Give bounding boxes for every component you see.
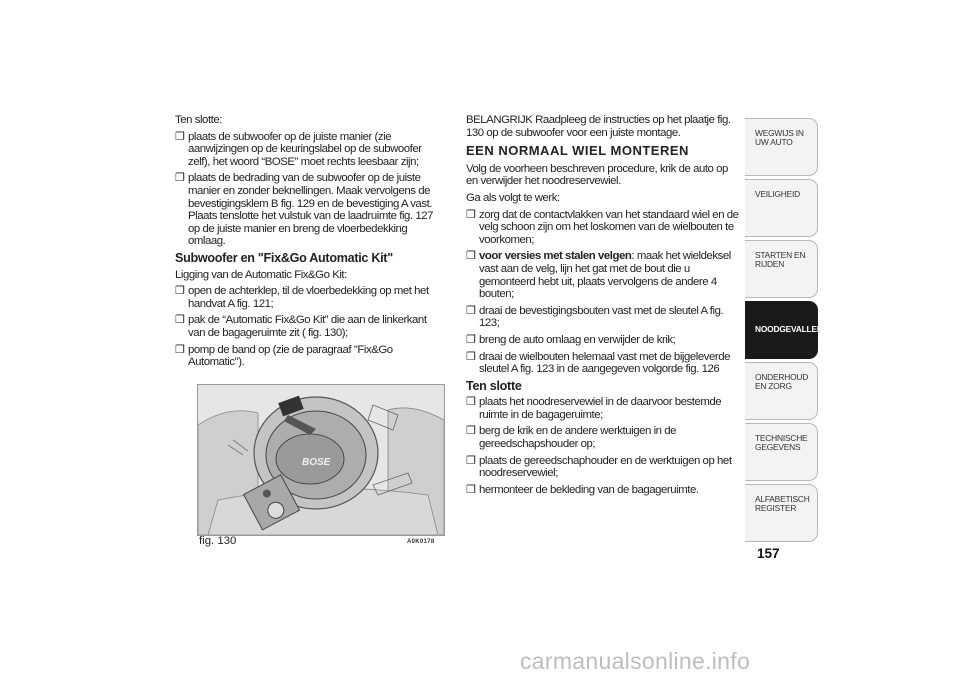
figure-caption: fig. 130 <box>199 535 237 547</box>
tab-technische-gegevens[interactable]: TECHNISCHE GEGEVENS <box>745 423 818 481</box>
checkbox-bullet-icon: ❐ <box>466 333 476 346</box>
checkbox-bullet-icon: ❐ <box>466 350 476 363</box>
figure-trunk-subwoofer <box>197 384 445 536</box>
list-item: ❐ zorg dat de contactvlakken van het standaard wiel en de velg schoon zijn om het loskomen van de wielbouten te voorkomen; <box>466 208 739 246</box>
tab-starten-en-rijden[interactable]: STARTEN EN RIJDEN <box>745 240 818 298</box>
list-item: ❐ plaats de bedrading van de subwoofer op de juiste manier en zonder beknellingen. Maak vervolgens de bevestigingsklem B fig. 129 en de bevestiging A vast. Plaats tenslotte het vulstuk van de laadruimte fig. 127 op de juiste manier en breng de vloerbedekking omlaag. <box>175 172 433 248</box>
left-column <box>175 114 443 373</box>
subheading: Subwoofer en "Fix&Go Automatic Kit" <box>175 250 393 265</box>
page-number: 157 <box>757 546 780 561</box>
list-item: ❐ berg de krik en de andere werktuigen in de gereedschapshouder op; <box>466 425 677 451</box>
chapter-sidebar <box>745 118 823 545</box>
tab-alfabetisch-register[interactable]: ALFABETISCH REGISTER <box>745 484 818 542</box>
list-item: ❐ breng de auto omlaag en verwijder de krik; <box>466 333 676 346</box>
list-item: ❐ plaats de gereedschaphouder en de werktuigen op het noodreservewiel; <box>466 454 732 480</box>
list-item: ❐ voor versies met stalen velgen: maak het wieldeksel vast aan de velg, lijn het gat met de bout die u gemonteerd hebt uit, plaats vervolgens de andere 4 bouten; <box>466 250 731 301</box>
checkbox-bullet-icon: ❐ <box>175 343 185 356</box>
list-item: ❐ plaats de subwoofer op de juiste manier (zie aanwijzingen op de keuringslabel op de subwoofer zelf), het woord “BOSE” moet rechts leesbaar zijn; <box>175 130 422 168</box>
section-heading: EEN NORMAAL WIEL MONTEREN <box>466 143 689 159</box>
location-text: Ligging van de Automatic Fix&Go Kit: <box>175 268 347 281</box>
list-item: ❐ hermonteer de bekleding van de bagageruimte. <box>466 483 699 496</box>
checkbox-bullet-icon: ❐ <box>466 425 476 438</box>
important-note: BELANGRIJK Raadpleeg de instructies op het plaatje fig. 130 op de subwoofer voor een juiste montage. <box>466 114 731 139</box>
trunk-illustration <box>198 385 444 535</box>
checkbox-bullet-icon: ❐ <box>466 396 476 409</box>
checkbox-bullet-icon: ❐ <box>466 208 476 221</box>
list-item: ❐ pak de “Automatic Fix&Go Kit” die aan de linkerkant van de bagageruimte zit ( fig. 130); <box>175 314 427 339</box>
bose-logo: BOSE <box>302 457 331 468</box>
checkbox-bullet-icon: ❐ <box>175 130 185 143</box>
bold-lead: voor versies met stalen velgen <box>479 250 632 263</box>
checkbox-bullet-icon: ❐ <box>466 483 476 496</box>
paragraph: Ga als volgt te werk: <box>466 191 560 204</box>
list-item: ❐ draai de bevestigingsbouten vast met de sleutel A fig. 123; <box>466 304 724 330</box>
checkbox-bullet-icon: ❐ <box>466 304 476 317</box>
checkbox-bullet-icon: ❐ <box>175 314 185 327</box>
intro-text: Ten slotte: <box>175 114 222 126</box>
checkbox-bullet-icon: ❐ <box>466 250 476 263</box>
checkbox-bullet-icon: ❐ <box>466 454 476 467</box>
list-item: ❐ plaats het noodreservewiel in de daarvoor bestemde ruimte in de bagageruimte; <box>466 396 722 421</box>
figure-code: A0K0178 <box>407 539 435 545</box>
list-item: ❐ draai de wielbouten helemaal vast met de bijgeleverde sleutel A fig. 123 in de aangegeven volgorde fig. 126 <box>466 350 730 376</box>
tab-onderhoud-en-zorg[interactable]: ONDERHOUD EN ZORG <box>745 362 818 420</box>
tab-wegwijs[interactable]: WEGWIJS IN UW AUTO <box>745 118 818 176</box>
list-item: ❐ pomp de band op (zie de paragraaf "Fix&Go Automatic"). <box>175 343 393 369</box>
subheading: Ten slotte <box>466 378 522 393</box>
right-column <box>466 114 742 500</box>
tab-noodgevallen[interactable]: NOODGEVALLEN <box>745 301 818 359</box>
checkbox-bullet-icon: ❐ <box>175 285 185 298</box>
tab-veiligheid[interactable]: VEILIGHEID <box>745 179 818 237</box>
watermark: carmanualsonline.info <box>520 648 751 674</box>
checkbox-bullet-icon: ❐ <box>175 172 185 185</box>
paragraph: Volg de voorheen beschreven procedure, krik de auto op en verwijder het noodreservewiel. <box>466 162 728 188</box>
list-item: ❐ open de achterklep, til de vloerbedekking op met het handvat A fig. 121; <box>175 285 429 310</box>
